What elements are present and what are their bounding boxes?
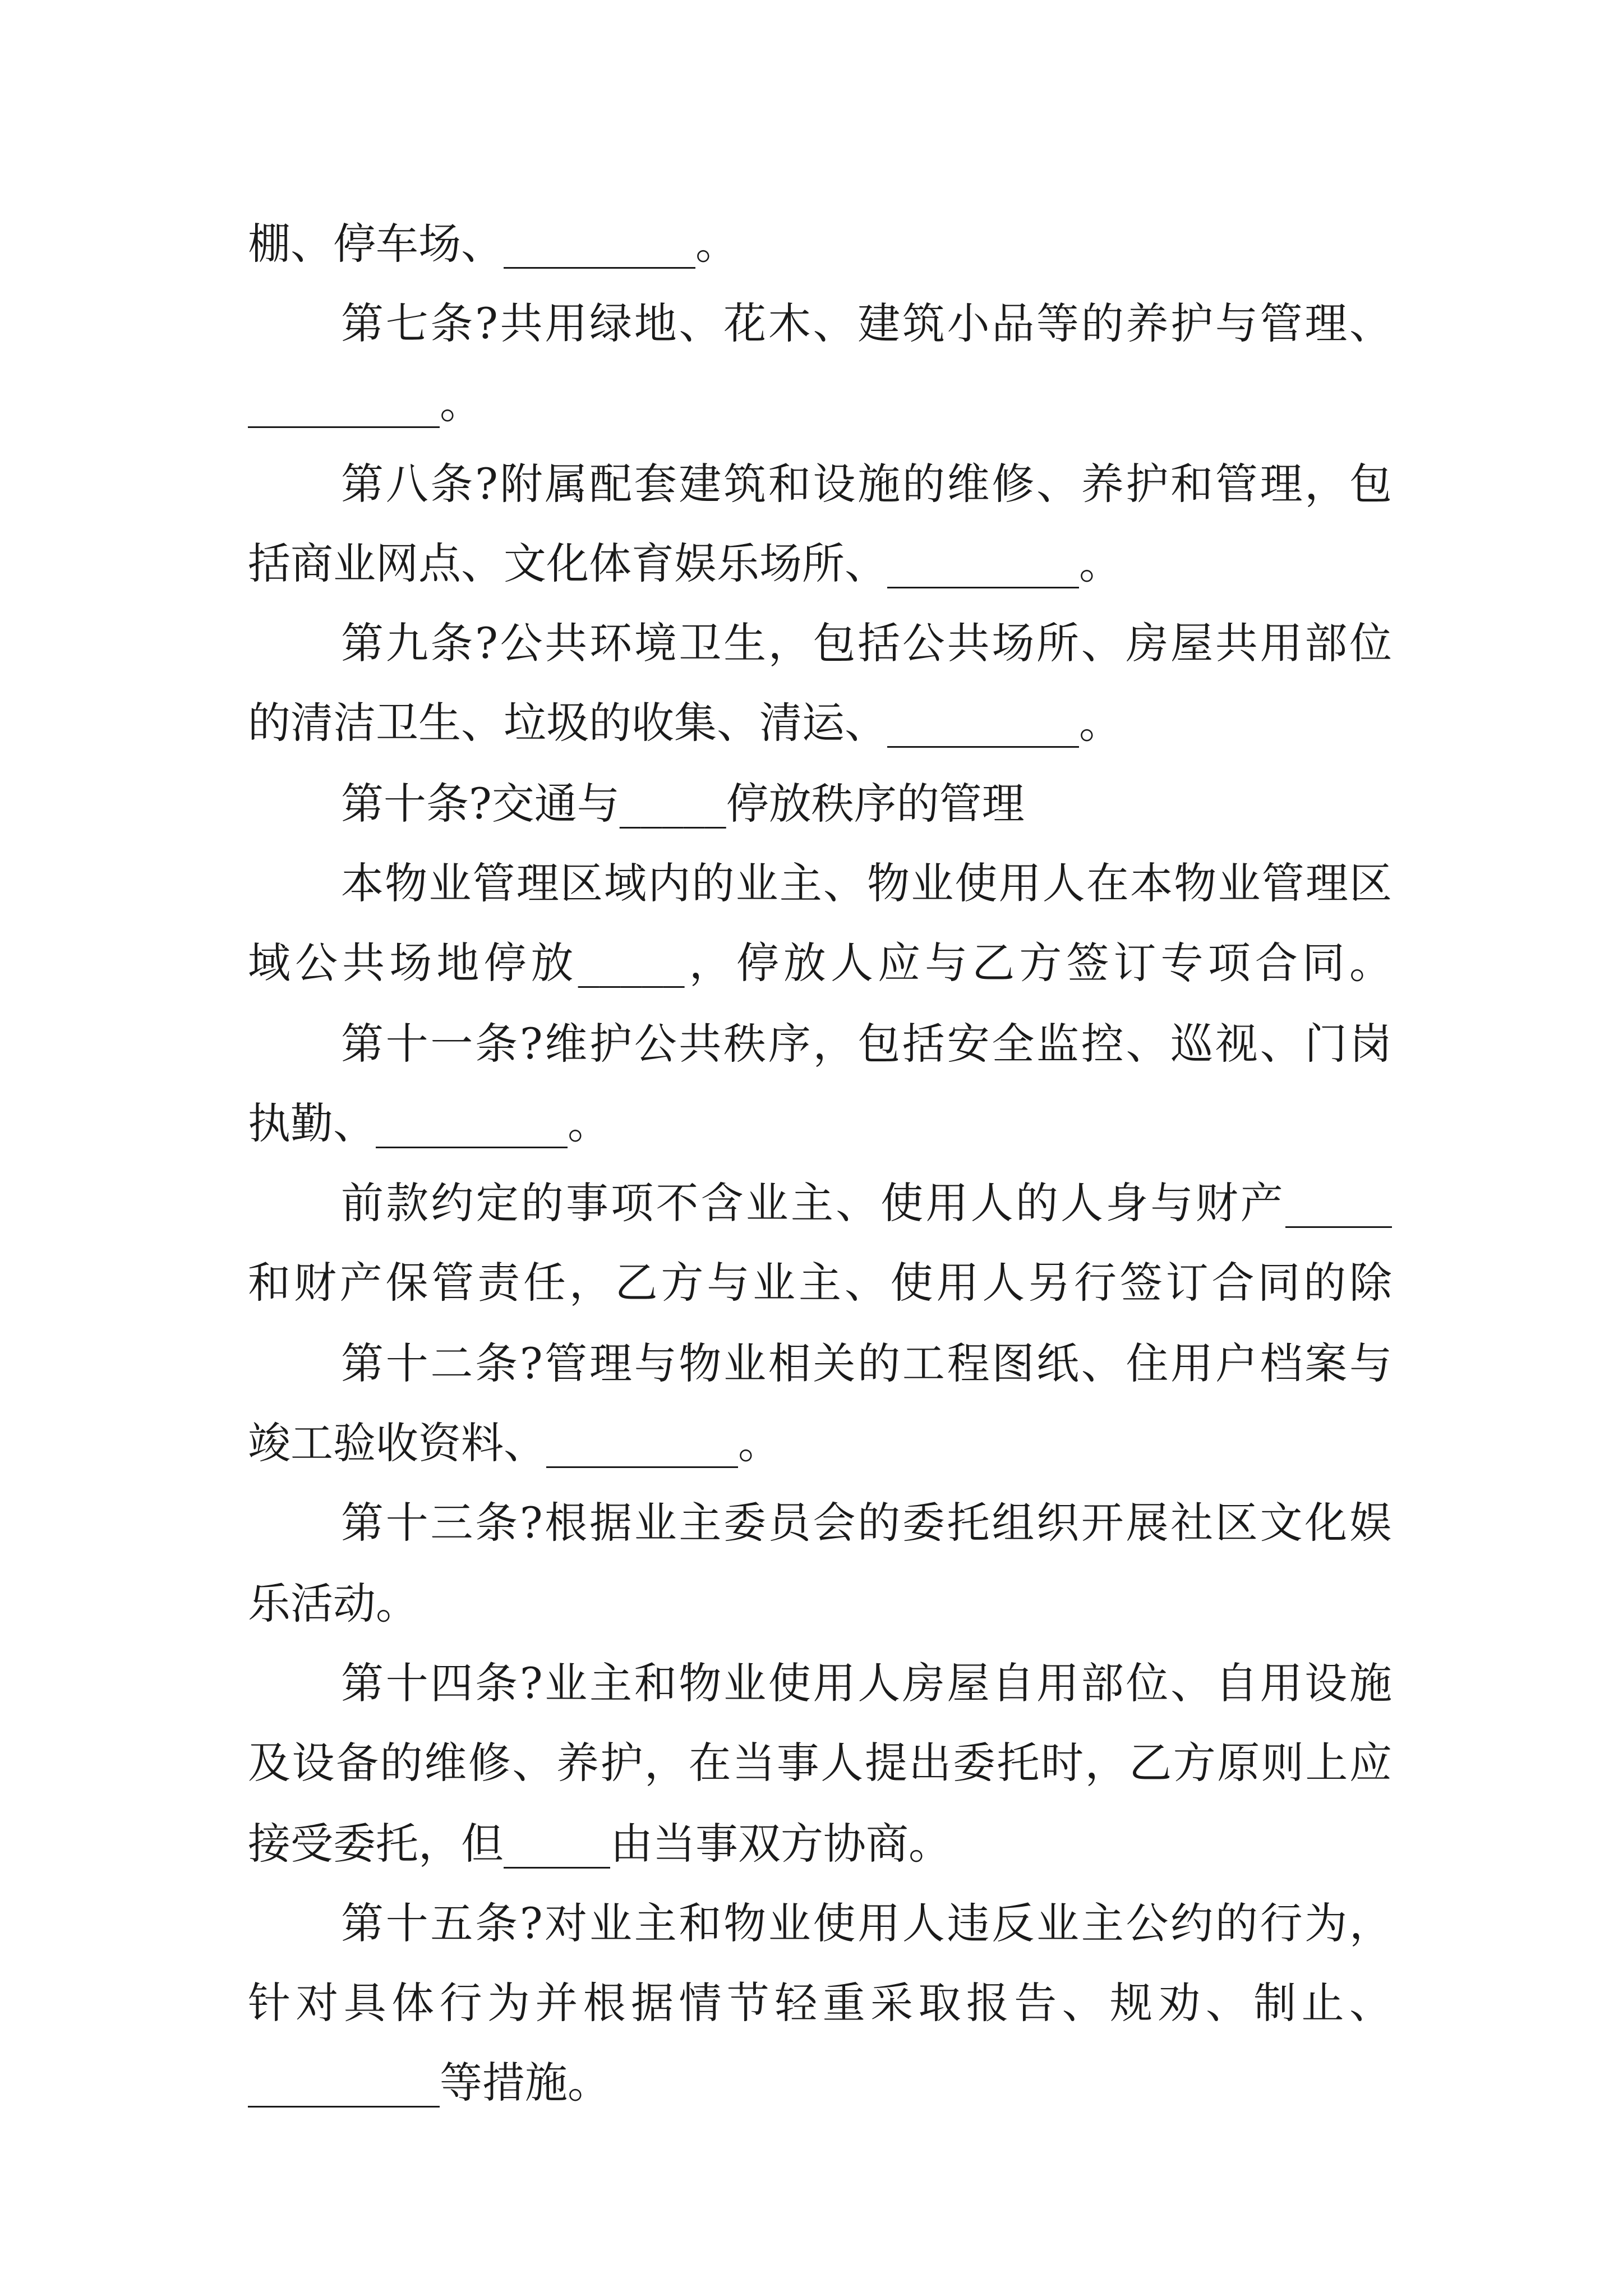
text-line: 括商业网点、文化体育娱乐场所、_________。	[248, 539, 1122, 588]
text-line: 的清洁卫生、垃圾的收集、清运、_________。	[248, 698, 1122, 748]
text-line: 第十五条?对业主和物业使用人违反业主公约的行为，	[341, 1898, 1392, 1948]
text-line: 前款约定的事项不含业主、使用人的人身与财产_____	[341, 1178, 1392, 1228]
text-line: 棚、停车场、_________。	[248, 219, 738, 269]
text-line: 第十四条?业主和物业使用人房屋自用部位、自用设施	[341, 1658, 1392, 1708]
text-line: 针对具体行为并根据情节轻重采取报告、规劝、制止、	[248, 1978, 1392, 2028]
text-line: 接受委托，但_____由当事双方协商。	[248, 1819, 951, 1869]
text-line: 第七条?共用绿地、花木、建筑小品等的养护与管理、	[341, 298, 1392, 348]
text-line: 第八条?附属配套建筑和设施的维修、养护和管理，包	[341, 459, 1392, 509]
text-line: _________。	[248, 378, 482, 428]
text-line: 第十条?交通与_____停放秩序的管理	[341, 779, 1025, 829]
text-line: 域公共场地停放_____，停放人应与乙方签订专项合同。	[248, 938, 1392, 988]
text-line: 执勤、_________。	[248, 1098, 610, 1148]
text-line: 和财产保管责任，乙方与业主、使用人另行签订合同的除	[248, 1258, 1392, 1308]
text-line: 本物业管理区域内的业主、物业使用人在本物业管理区	[341, 858, 1392, 908]
text-line: _________等措施。	[248, 2058, 610, 2108]
text-line: 第十一条?维护公共秩序，包括安全监控、巡视、门岗	[341, 1019, 1392, 1069]
text-line: 第十三条?根据业主委员会的委托组织开展社区文化娱	[341, 1498, 1392, 1548]
text-line: 及设备的维修、养护，在当事人提出委托时，乙方原则上应	[248, 1738, 1392, 1788]
text-line: 第九条?公共环境卫生，包括公共场所、房屋共用部位	[341, 618, 1392, 668]
text-line: 竣工验收资料、_________。	[248, 1418, 781, 1468]
text-line: 第十二条?管理与物业相关的工程图纸、住用户档案与	[341, 1338, 1392, 1388]
text-line: 乐活动。	[248, 1579, 418, 1628]
